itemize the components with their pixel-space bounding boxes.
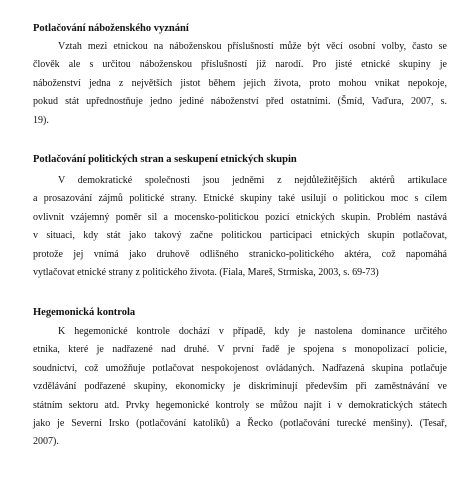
paragraph-line: náboženství jedna z největších jistot během jejich života, proto mohou vnikat nepokoje,	[33, 77, 447, 89]
paragraph-line: jako je Severní Irsko (potlačování katolíků) a Řecko (potlačování turecké menšiny). (Tesař,	[33, 417, 447, 429]
section-heading: Potlačování náboženského vyznání	[33, 23, 189, 34]
paragraph-line: a prosazování zájmů politické strany. Etnické skupiny také usilují o politickou moc s cílem	[33, 193, 447, 205]
section-paragraph	[33, 323, 447, 452]
paragraph-line: ovlivnit vzájemný poměr sil a mocensko-politickou pozicí etnických skupin. Problém nastává	[33, 211, 447, 223]
paragraph-line: etnika, které je nadřazené nad druhé. V první řadě je spojena s monopolizací policie,	[33, 344, 447, 356]
paragraph-line: Vztah mezi etnickou na náboženskou příslušností může být věcí osobní volby, často se	[58, 41, 447, 52]
section-heading: Potlačování politických stran a seskupení etnických skupin	[33, 154, 297, 165]
paragraph-line: vytlačovat etnické strany z politického života. (Fiala, Mareš, Strmiska, 2003, s. 69-73)	[33, 266, 379, 278]
paragraph-line: 19).	[33, 114, 49, 126]
paragraph-line: státním sektoru atd. Prvky hegemonické kontroly se můžou najít i v demokratických státech	[33, 399, 447, 411]
section-heading: Hegemonická kontrola	[33, 307, 136, 318]
paragraph-line: protože jej vnímá jako druhově odlišného stranicko-politického aktéra, což napomáhá	[33, 248, 447, 260]
paragraph-line: v situaci, kdy stát jako takový začne politickou participaci etnických skupin potlačovat,	[33, 230, 447, 242]
paragraph-line: pokud stát upřednostňuje jedno jediné náboženství před ostatními. (Šmíd, Vaďura, 2007, s.	[33, 96, 447, 108]
section-paragraph	[33, 38, 447, 130]
paragraph-line: V demokratické společnosti jsou jedněmi z nejdůležitějších aktérů artikulace	[58, 175, 447, 186]
paragraph-line: 2007).	[33, 436, 59, 448]
paragraph-line: K hegemonické kontrole dochází v případě, kdy je nastolena dominance určitého	[58, 326, 447, 337]
paragraph-line: člověk ale s určitou náboženskou příslušností již narodí. Pro jisté etnické skupiny je	[33, 59, 447, 71]
paragraph-line: soudnictví, což umožňuje potlačovat nespokojenost ovládaných. Nadřazená skupina potlačuje	[33, 362, 447, 374]
section-paragraph	[33, 172, 447, 282]
paragraph-line: vzdělávání podřazené skupiny, ekonomicky je diskriminují především při zaměstnávání ve	[33, 381, 447, 393]
